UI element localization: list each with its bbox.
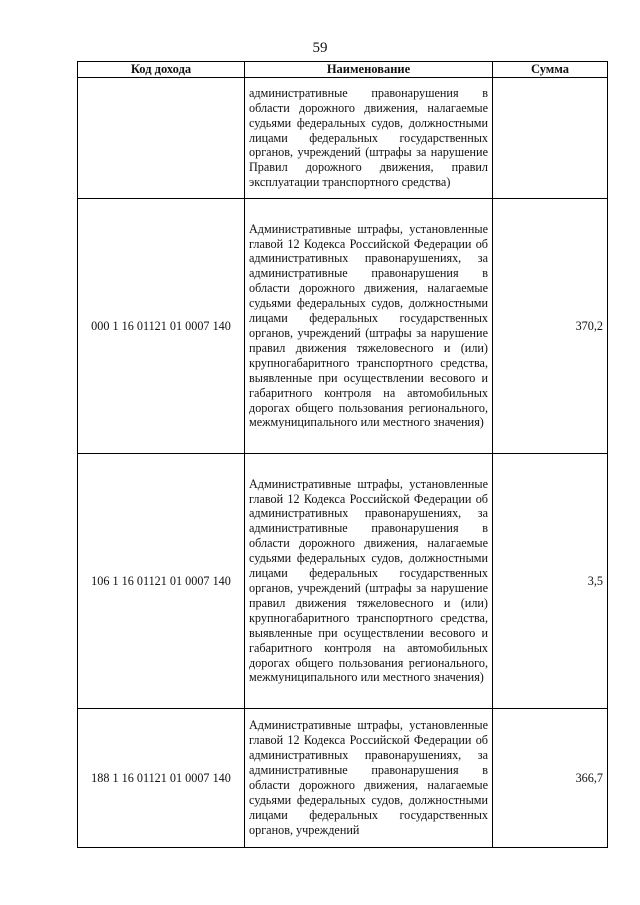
- table-row: [78, 199, 608, 454]
- revenue-name: Административные штрафы, установленные главой 12 Кодекса Российской Федерации об административных правонарушениях, за административные правонарушения в области дорожного движения, налагаемые судьями федеральных судов, должностными лицами федеральных государственных органов, учреждений: [245, 709, 493, 848]
- table-row: [78, 78, 608, 199]
- header-name: Наименование: [245, 62, 493, 78]
- table-row: [78, 709, 608, 848]
- revenue-code: [78, 78, 245, 199]
- revenue-code: 000 1 16 01121 01 0007 140: [78, 199, 245, 454]
- revenue-sum: [493, 78, 608, 199]
- page-number: 59: [312, 40, 328, 56]
- revenue-sum: 366,7: [493, 709, 608, 848]
- revenue-sum: 370,2: [493, 199, 608, 454]
- revenue-name: административные правонарушения в области дорожного движения, налагаемые судьями федеральных судов, должностными лицами федеральных государственных органов, учреждений (штрафы за нарушение Правил дорожного движения, правил эксплуатации транспортного средства): [245, 78, 493, 199]
- header-sum: Сумма: [493, 62, 608, 78]
- revenue-code: 188 1 16 01121 01 0007 140: [78, 709, 245, 848]
- revenue-sum: 3,5: [493, 454, 608, 709]
- revenue-name: Административные штрафы, установленные главой 12 Кодекса Российской Федерации об административных правонарушениях, за административные правонарушения в области дорожного движения, налагаемые судьями федеральных судов, должностными лицами федеральных государственных органов, учреждений (штрафы за нарушение правил движения тяжеловесного и (или) крупногабаритного транспортного средства, выявленные при осуществлении весового и габаритного контроля на автомобильных дорогах общего пользования регионального, межмуниципального или местного значения): [245, 454, 493, 709]
- revenue-table: [77, 61, 608, 848]
- revenue-code: 106 1 16 01121 01 0007 140: [78, 454, 245, 709]
- revenue-name: Административные штрафы, установленные главой 12 Кодекса Российской Федерации об административных правонарушениях, за административные правонарушения в области дорожного движения, налагаемые судьями федеральных судов, должностными лицами федеральных государственных органов, учреждений (штрафы за нарушение правил движения тяжеловесного и (или) крупногабаритного транспортного средства, выявленные при осуществлении весового и габаритного контроля на автомобильных дорогах общего пользования регионального, межмуниципального или местного значения): [245, 199, 493, 454]
- table-header-row: [78, 62, 608, 78]
- table-row: [78, 454, 608, 709]
- header-code: Код дохода: [78, 62, 245, 78]
